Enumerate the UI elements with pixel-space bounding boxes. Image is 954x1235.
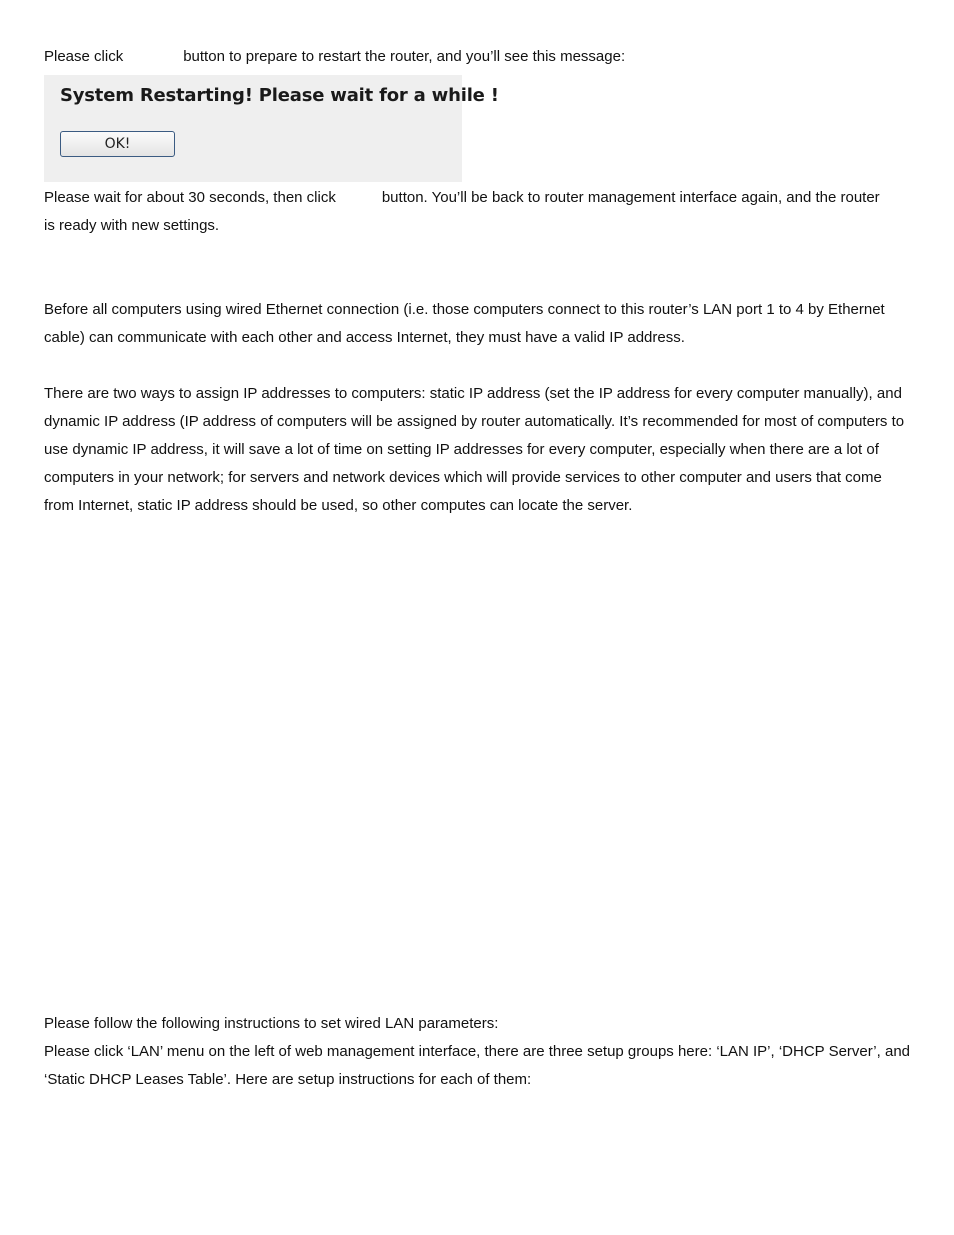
restart-instruction: [44, 43, 625, 71]
restart-instruction-prefix: Please click: [44, 48, 124, 65]
restart-message: System Restarting! Please wait for a while !: [60, 85, 499, 106]
ok-button[interactable]: OK!: [60, 131, 175, 157]
wait-instruction-suffix: button. You’ll be back to router management interface again, and the router: [381, 189, 880, 206]
wait-instruction-prefix: Please wait for about 30 seconds, then click: [44, 189, 336, 206]
follow-instructions: Please follow the following instructions to set wired LAN parameters:: [44, 1015, 499, 1032]
lan-menu-paragraph: Please click ‘LAN’ menu on the left of web management interface, there are three setup groups here: ‘LAN IP’, ‘DHCP Server’, and ‘Static DHCP Leases Table’. Here are setup instructions for each of them:: [44, 1043, 911, 1088]
ip-assignment-paragraph: There are two ways to assign IP addresses to computers: static IP address (set the IP address for every computer manually), and dynamic IP address (IP address of computers will be assigned by router automatically. It’s recommended for most of computers to use dynamic IP address, it will save a lot of time on setting IP addresses for every computer, especially when there are a lot of computers in your network; for servers and network devices which will provide services to other computer and users that come from Internet, static IP address should be used, so other computes can locate the server.: [44, 385, 905, 514]
ethernet-paragraph: Before all computers using wired Ethernet connection (i.e. those computers connect to this router’s LAN port 1 to 4 by Ethernet cable) can communicate with each other and access Internet, they must have a valid IP address.: [44, 301, 885, 346]
wait-instruction-line2: is ready with new settings.: [44, 217, 220, 234]
restart-dialog: [44, 75, 499, 182]
wait-instruction: [44, 184, 910, 212]
restart-instruction-suffix: button to prepare to restart the router, and you’ll see this message:: [183, 48, 626, 65]
